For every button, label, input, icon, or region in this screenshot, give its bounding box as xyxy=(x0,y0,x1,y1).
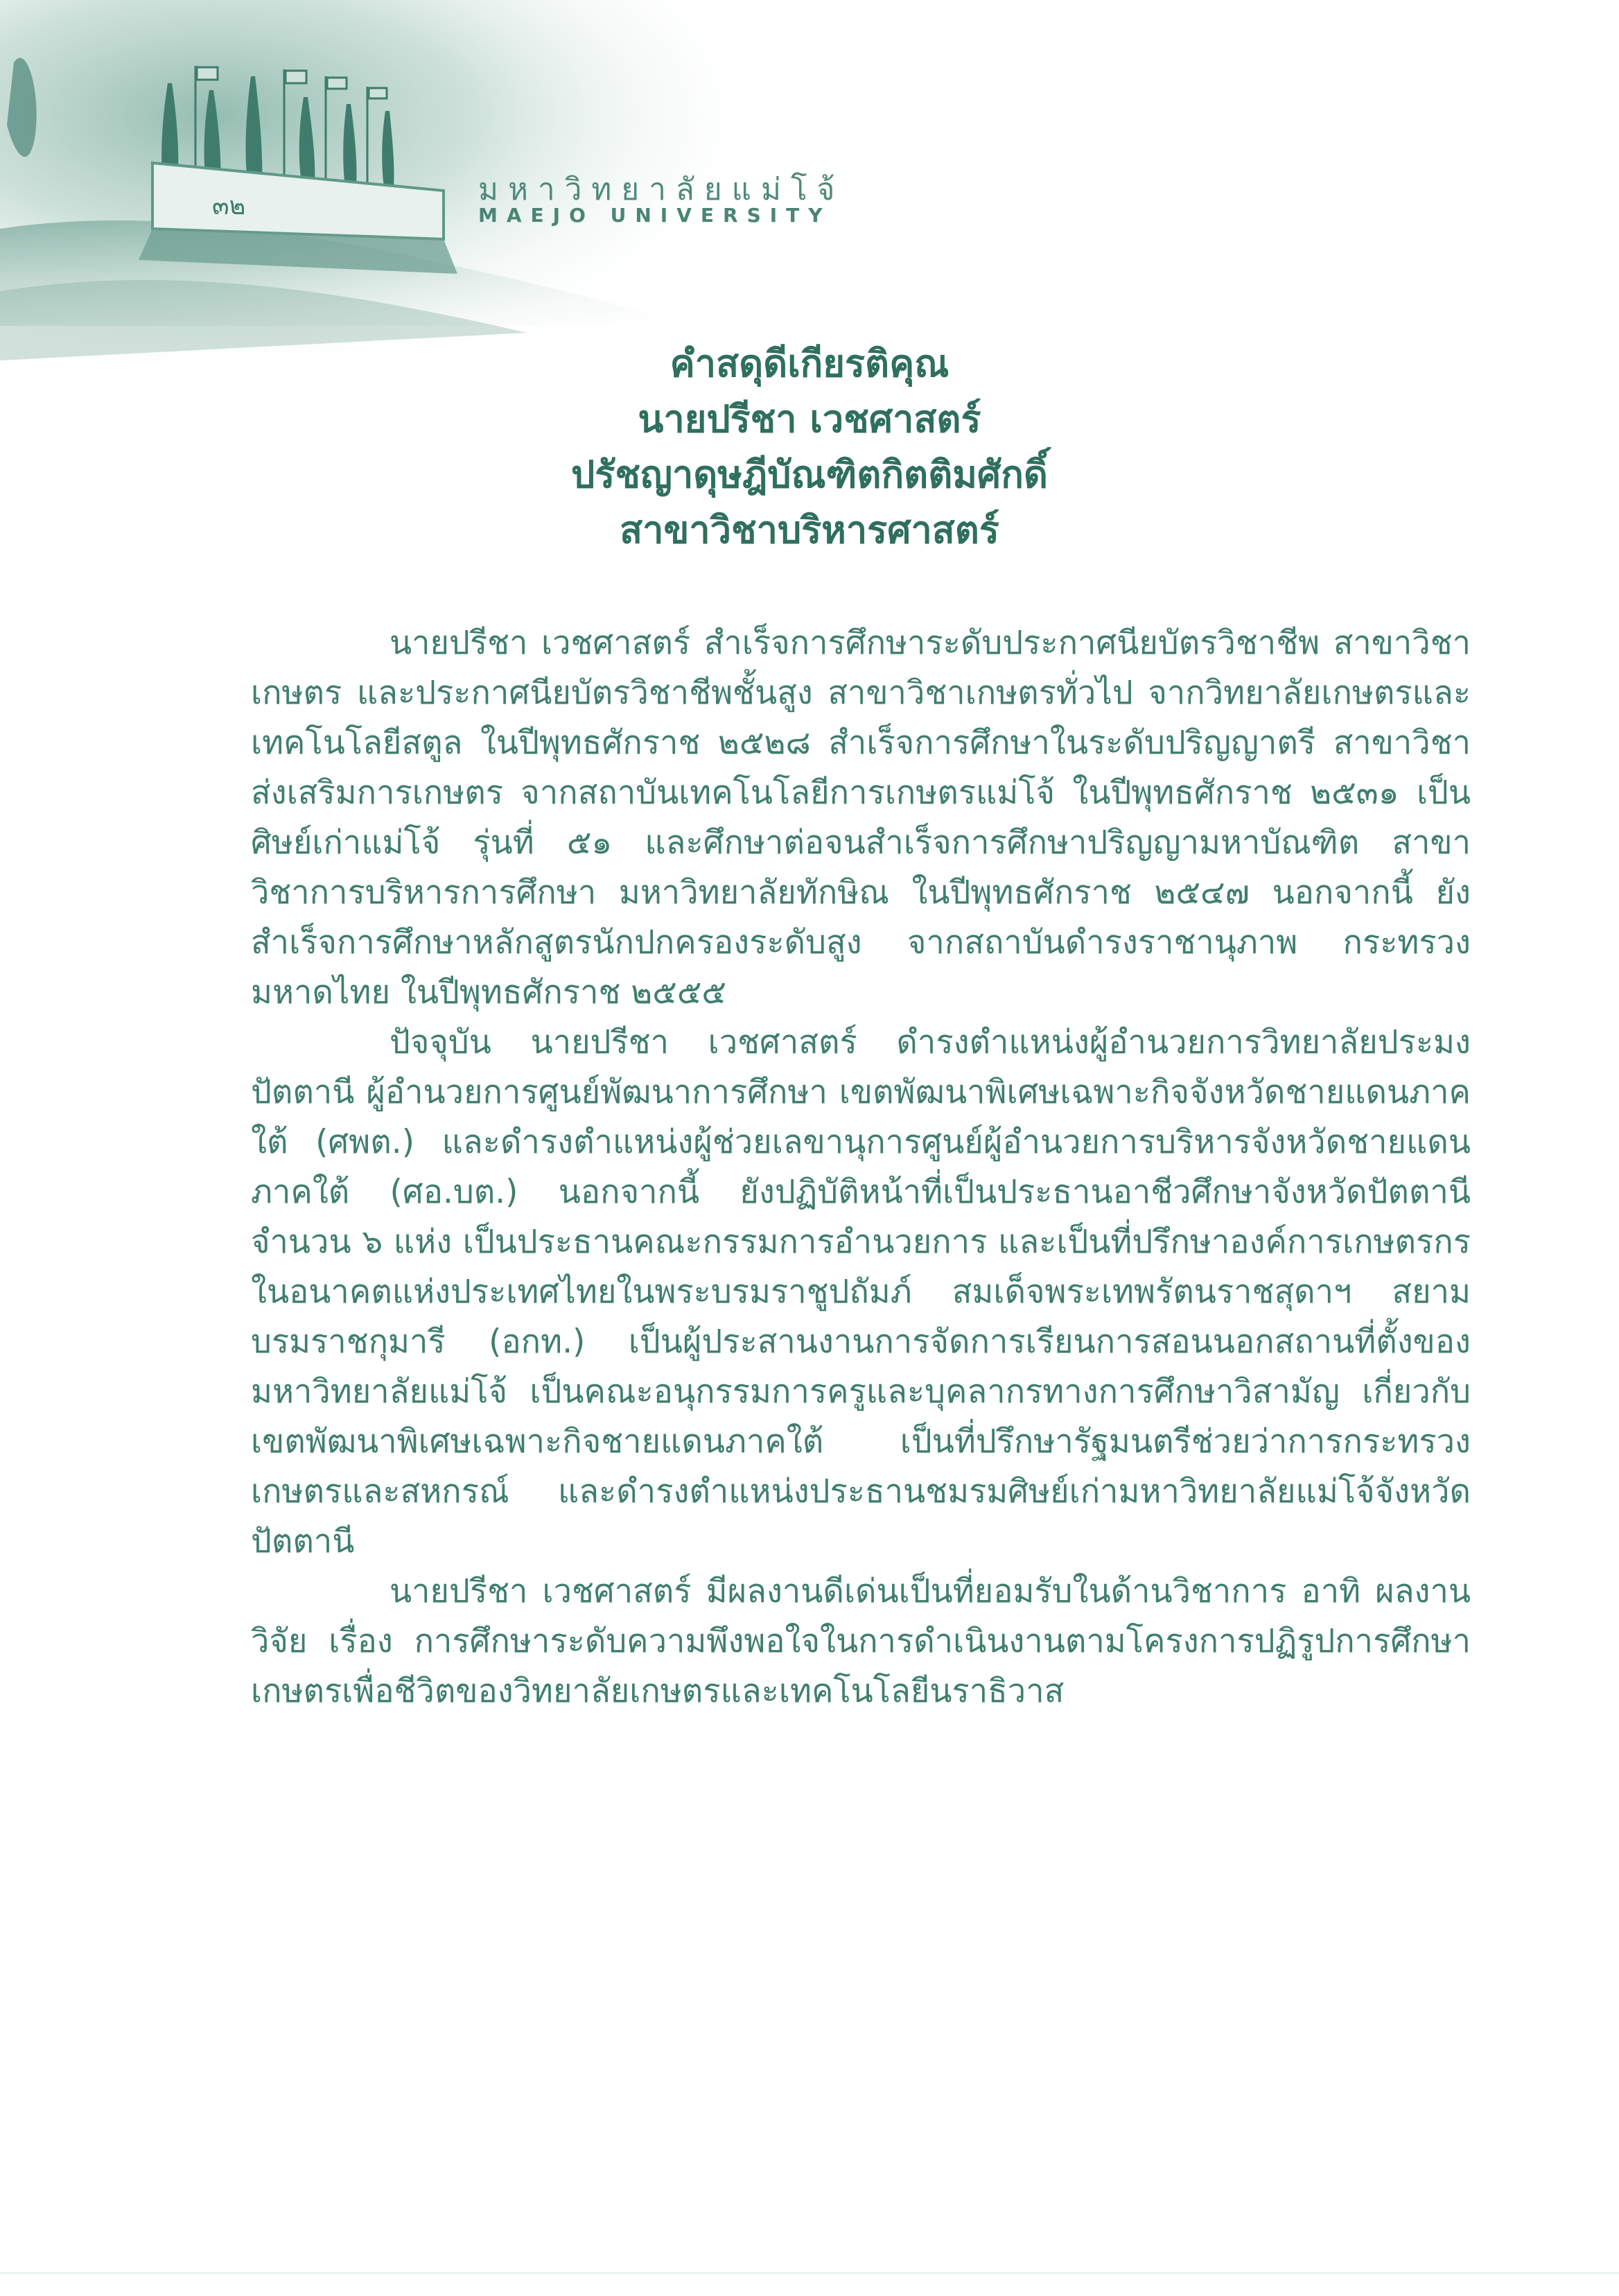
title-line-name: นายปรีชา เวชศาสตร์ xyxy=(638,397,981,441)
paragraph-achievements: นายปรีชา เวชศาสตร์ มีผลงานดีเด่นเป็นที่ยอมรับในด้านวิชาการ อาทิ ผลงานวิจัย เรื่อง การศึกษาระดับความพึงพอใจในการดำเนินงานตามโครงการปฏิรูปการศึกษาเกษตรเพื่อชีวิตของวิทยาลัยเกษตรและเทคโนโลยีนราธิวาส xyxy=(251,1572,1471,1710)
university-name-thai: มหาวิทยาลัยแม่โจ้ xyxy=(478,172,845,207)
title-line-field: สาขาวิชาบริหารศาสตร์ xyxy=(620,508,999,552)
paragraph-education: นายปรีชา เวชศาสตร์ สำเร็จการศึกษาระดับประกาศนียบัตรวิชาชีพ สาขาวิชาเกษตร และประกาศนียบัตรวิชาชีพชั้นสูง สาขาวิชาเกษตรทั่วไป จากวิทยาลัยเกษตรและเทคโนโลยีสตูล ในปีพุทธศักราช ๒๕๒๘ สำเร็จการศึกษาในระดับปริญญาตรี สาขาวิชาส่งเสริมการเกษตร จากสถาบันเทคโนโลยีการเกษตรแม่โจ้ ในปีพุทธศักราช ๒๕๓๑ เป็นศิษย์เก่าแม่โจ้ รุ่นที่ ๕๑ และศึกษาต่อจนสำเร็จการศึกษาปริญญามหาบัณฑิต สาขาวิชาการบริหารการศึกษา มหาวิทยาลัยทักษิณ ในปีพุทธศักราช ๒๕๔๗ นอกจากนี้ ยังสำเร็จการศึกษาหลักสูตรนักปกครองระดับสูง จากสถาบันดำรงราชานุภาพ กระทรวงมหาดไทย ในปีพุทธศักราช ๒๕๕๕ xyxy=(251,624,1471,1011)
university-name-english: MAEJO UNIVERSITY xyxy=(478,204,832,227)
title-line-degree: ปรัชญาดุษฎีบัณฑิตกิตติมศักดิ์ xyxy=(571,453,1048,496)
paragraph-current-positions: ปัจจุบัน นายปรีชา เวชศาสตร์ ดำรงตำแหน่งผู้อำนวยการวิทยาลัยประมงปัตตานี ผู้อำนวยการศูนย์พัฒนาการศึกษา เขตพัฒนาพิเศษเฉพาะกิจจังหวัดชายแดนภาคใต้ (ศพต.) และดำรงตำแหน่งผู้ช่วยเลขานุการศูนย์ผู้อำนวยการบริหารจังหวัดชายแดนภาคใต้ (ศอ.บต.) นอกจากนี้ ยังปฏิบัติหน้าที่เป็นประธานอาชีวศึกษาจังหวัดปัตตานี จำนวน ๖ แห่ง เป็นประธานคณะกรรมการอำนวยการ และเป็นที่ปรึกษาองค์การเกษตรกรในอนาคตแห่งประเทศไทยในพระบรมราชูปถัมภ์ สมเด็จพระเทพรัตนราชสุดาฯ สยามบรมราชกุมารี (อกท.) เป็นผู้ประสานงานการจัดการเรียนการสอนนอกสถานที่ตั้งของมหาวิทยาลัยแม่โจ้ เป็นคณะอนุกรรมการครูและบุคลากรทางการศึกษาวิสามัญ เกี่ยวกับเขตพัฒนาพิเศษเฉพาะกิจชายแดนภาคใต้ เป็นที่ปรึกษารัฐมนตรีช่วยว่าการกระทรวงเกษตรและสหกรณ์ และดำรงตำแหน่งประธานชมรมศิษย์เก่ามหาวิทยาลัยแม่โจ้จังหวัดปัตตานี xyxy=(251,1023,1471,1560)
sign-number: ๓๒ xyxy=(212,192,246,220)
title-line-heading: คำสดุดีเกียรติคุณ xyxy=(670,342,949,385)
page-bottom-divider xyxy=(0,2272,1619,2274)
document-title xyxy=(0,336,1619,558)
citation-body xyxy=(251,618,1471,1716)
